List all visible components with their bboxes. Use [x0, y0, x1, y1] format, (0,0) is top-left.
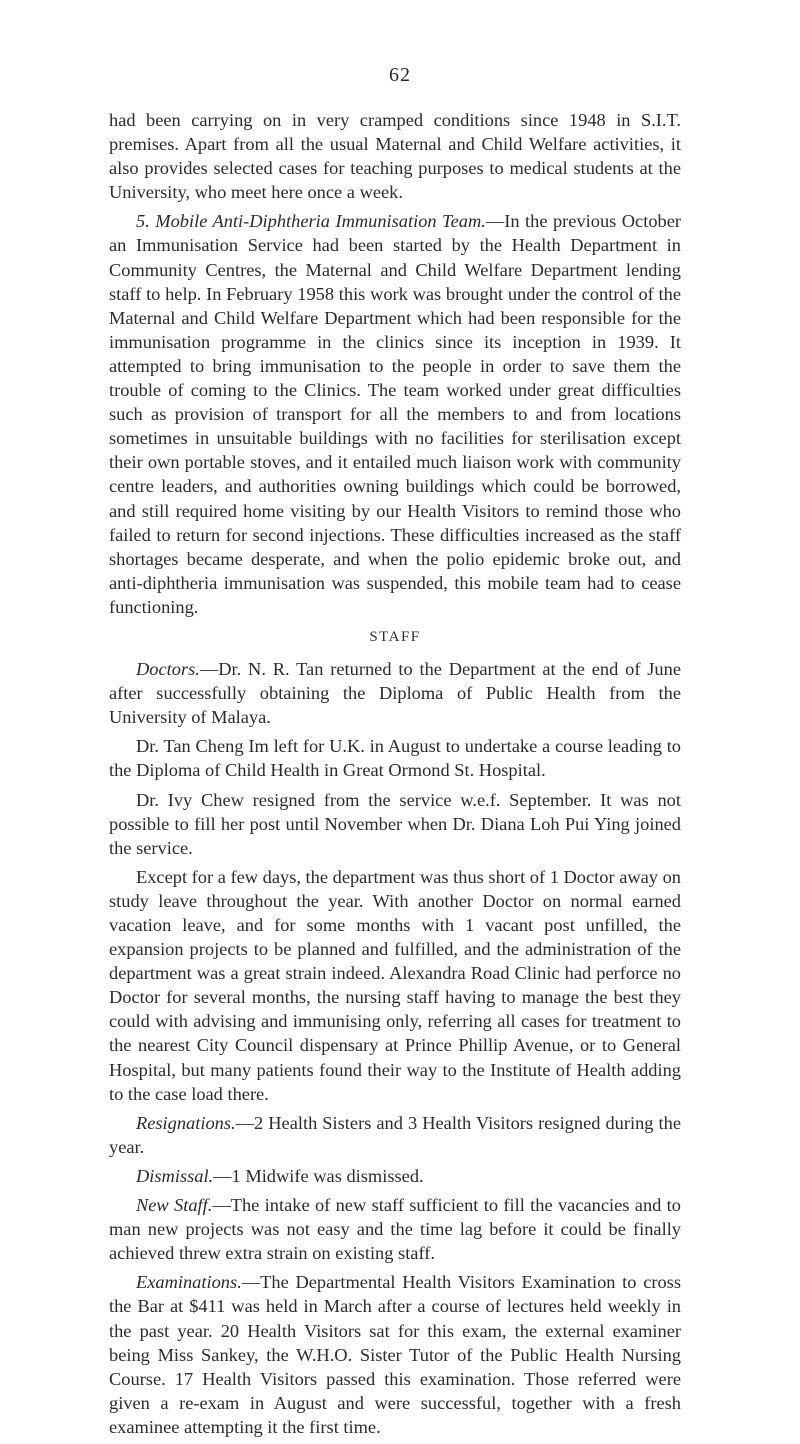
paragraph-ivy-chew: Dr. Ivy Chew resigned from the service w.e.f. September. It was not possible to fill her post until November when Dr. Diana Loh Pui Ying joined the service. — [109, 789, 681, 858]
paragraph-body: —In the previous October an Immunisation Service had been started by the Health Department in Community Centres, the Maternal and Child Welfare Department lending staff to help. In February 1958 this work was brought under the control of the Maternal and Child Welfare Department which had been responsible for the immunisation programme in the clinics since its inception in 1939. It attempted to bring immunisation to the people in order to save them the trouble of coming to the Clinics. The team worked under great difficulties such as provision of transport for all the members to and from locations sometimes in unsuitable buildings with no facilities for sterilisation except their own portable stoves, and it entailed much liaison work with community centre leaders, and authorities owning buildings which could be borrowed, and still required home visiting by our Health Visitors to remind those who failed to return for second injections. These difficulties increased as the staff shortages became desperate, and when the polio epidemic broke out, and anti-diphtheria immunisation was suspended, this mobile team had to cease functioning. — [109, 211, 681, 617]
section-heading-staff: STAFF — [369, 628, 421, 645]
paragraph-doctors — [109, 657, 681, 729]
paragraph-lead: 5. Mobile Anti-Diphtheria Immunisation Team. — [136, 211, 486, 232]
paragraph-new-staff — [109, 1193, 681, 1265]
paragraph-lead: New Staff. — [136, 1195, 213, 1216]
paragraph-examinations — [109, 1270, 681, 1439]
paragraph-resignations — [109, 1111, 681, 1159]
paragraph-mobile-team — [109, 209, 681, 619]
paragraph-lead: Resignations. — [136, 1112, 236, 1133]
paragraph-dismissal — [109, 1164, 681, 1188]
paragraph-staff-shortage: Except for a few days, the department was thus short of 1 Doctor away on study leave throughout the year. With another Doctor on normal earned vacation leave, and for some months with 1 vacant post unfilled, the expansion projects to be planned and fulfilled, and the administration of the department was a great strain indeed. Alexandra Road Clinic had perforce no Doctor for several months, the nursing staff having to manage the best they could with advising and immunising only, referring all cases for treatment to the nearest City Council dispensary at Prince Phillip Avenue, or to General Hospital, but many patients found their way to the Institute of Health adding to the case load there. — [109, 866, 681, 1104]
page-number: 62 — [389, 64, 411, 86]
paragraph-body: —The Departmental Health Visitors Examination to cross the Bar at $411 was held in March after a course of lectures held weekly in the past year. 20 Health Visitors sat for this exam, the external examiner being Miss Sankey, the W.H.O. Sister Tutor of the Public Health Nursing Course. 17 Health Visitors passed this examination. Those referred were given a re-exam in August and were successful, together with a fresh examinee attempting it the first time. — [109, 1272, 681, 1437]
paragraph-body: —Dr. N. R. Tan returned to the Department at the end of June after successfully obtaining the Diploma of Public Health from the University of Malaya. — [109, 659, 681, 728]
paragraph-lead: Doctors. — [136, 659, 200, 680]
paragraph-body: —2 Health Sisters and 3 Health Visitors resigned during the year. — [109, 1112, 681, 1157]
paragraph-body: —The intake of new staff sufficient to fill the vacancies and to man new projects was not easy and the time lag before it could be finally achieved threw extra strain on existing staff. — [109, 1195, 681, 1264]
body-text — [109, 108, 681, 1444]
paragraph-lead: Examinations. — [136, 1272, 242, 1293]
paragraph-continuation: had been carrying on in very cramped conditions since 1948 in S.I.T. premises. Apart from all the usual Maternal and Child Welfare activities, it also provides selected cases for teaching purposes to medical students at the University, who meet here once a week. — [109, 110, 681, 203]
paragraph-lead: Dismissal. — [136, 1165, 214, 1186]
paragraph-body: —1 Midwife was dismissed. — [213, 1165, 424, 1186]
paragraph-tan-cheng-im: Dr. Tan Cheng Im left for U.K. in August to undertake a course leading to the Diploma of Child Health in Great Ormond St. Hospital. — [109, 736, 681, 781]
